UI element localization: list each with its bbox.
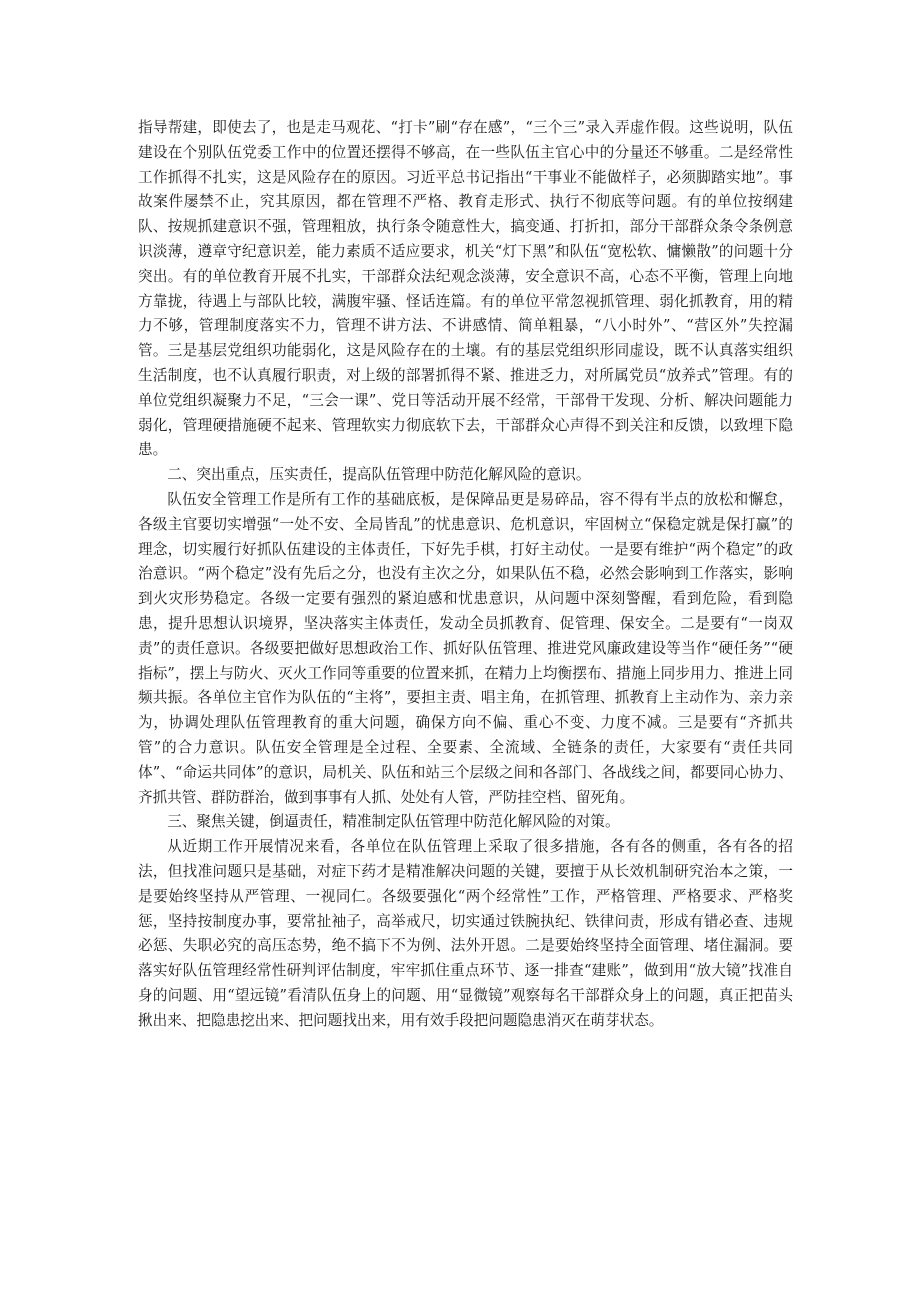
paragraph-countermeasures: 从近期工作开展情况来看，各单位在队伍管理上采取了很多措施，各有各的侧重，各有各的招法，但找准问题只是基础，对症下药才是精准解决问题的关键，要擅于从长效机制研究治本之策，一是要始终坚持从严管理、一视同仁。各级要强化“两个经常性”工作，严格管理、严格要求、严格奖惩，坚持按制度办事，要常扯袖子，高举戒尺，切实通过铁腕执纪、铁律问责，形成有错必查、违规必惩、失职必究的高压态势，绝不搞下不为例、法外开恩。二是要始终坚持全面管理、堵住漏洞。要落实好队伍管理经常性研判评估制度，牢牢抓住重点环节、逐一排查“建账”，做到用“放大镜”找准自身的问题、用“望远镜”看清队伍身上的问题、用“显微镜”观察每名干部群众身上的问题，真正把苗头揪出来、把隐患挖出来、把问题找出来，用有效手段把问题隐患消灭在萌芽状态。 — [138, 838, 793, 1029]
paragraph-responsibility: 队伍安全管理工作是所有工作的基础底板，是保障品更是易碎品，容不得有半点的放松和懈怠，各级主官要切实增强“一处不安、全局皆乱”的忧患意识、危机意识，牢固树立“保稳定就是保打赢”的理念，切实履行好抓队伍建设的主体责任，下好先手棋，打好主动仗。一是要有维护“两个稳定”的政治意识。“两个稳定”没有先后之分，也没有主次之分，如果队伍不稳，必然会影响到工作落实，影响到火灾形势稳定。各级一定要有强烈的紧迫感和忧患意识，从问题中深刻警醒，看到危险，看到隐患，提升思想认识境界，坚决落实主体责任，发动全员抓教育、促管理、保安全。二是要有“一岗双责”的责任意识。各级要把做好思想政治工作、抓好队伍管理、推进党风廉政建设等当作“硬任务”“硬指标”，摆上与防火、灭火工作同等重要的位置来抓，在精力上均衡摆布、措施上同步用力、推进上同频共振。各单位主官作为队伍的“主将”，要担主责、唱主角，在抓管理、抓教育上主动作为、亲力亲为，协调处理队伍管理教育的重大问题，确保方向不偏、重心不变、力度不减。三是要有“齐抓共管”的合力意识。队伍安全管理是全过程、全要素、全流域、全链条的责任，大家要有“责任共同体”、“命运共同体”的意识，局机关、队伍和站三个层级之间和各部门、各战线之间，都要同心协力、齐抓共管、群防群治，做到事事有人抓、处处有人管，严防挂空档、留死角。 — [138, 490, 793, 806]
document-page — [138, 116, 793, 1033]
section-heading-3: 三、聚焦关键，倒逼责任，精准制定队伍管理中防范化解风险的对策。 — [167, 813, 620, 831]
paragraph-risk-causes: 指导帮建，即使去了，也是走马观花、“打卡”刷“存在感”，“三个三”录入弄虚作假。这些说明，队伍建设在个别队伍党委工作中的位置还摆得不够高，在一些队伍主官心中的分量还不够重。二是经常性工作抓得不扎实，这是风险存在的原因。习近平总书记指出“干事业不能做样子，必须脚踏实地”。事故案件屡禁不止，究其原因，都在管理不严格、教育走形式、执行不彻底等问题。有的单位按纲建队、按规抓建意识不强，管理粗放，执行条令随意性大，搞变通、打折扣，部分干部群众条令条例意识淡薄，遵章守纪意识差，能力素质不适应要求，机关“灯下黑”和队伍“宽松软、慵懒散”的问题十分突出。有的单位教育开展不扎实，干部群众法纪观念淡薄，安全意识不高，心态不平衡，管理上向地方靠拢，待遇上与部队比较，满腹牢骚、怪话连篇。有的单位平常忽视抓管理、弱化抓教育，用的精力不够，管理制度落实不力，管理不讲方法、不讲感情、简单粗暴，“八小时外”、“营区外”失控漏管。三是基层党组织功能弱化，这是风险存在的土壤。有的基层党组织形同虚设，既不认真落实组织生活制度，也不认真履行职责，对上级的部署抓得不紧、推进乏力，对所属党员“放养式”管理。有的单位党组织凝聚力不足，“三会一课”、党日等活动开展不经常，干部骨干发现、分析、解决问题能力弱化，管理硬措施硬不起来、管理软实力彻底软下去，干部群众心声得不到关注和反馈，以致埋下隐患。 — [138, 119, 793, 459]
section-heading-2: 二、突出重点，压实责任，提高队伍管理中防范化解风险的意识。 — [167, 466, 591, 484]
